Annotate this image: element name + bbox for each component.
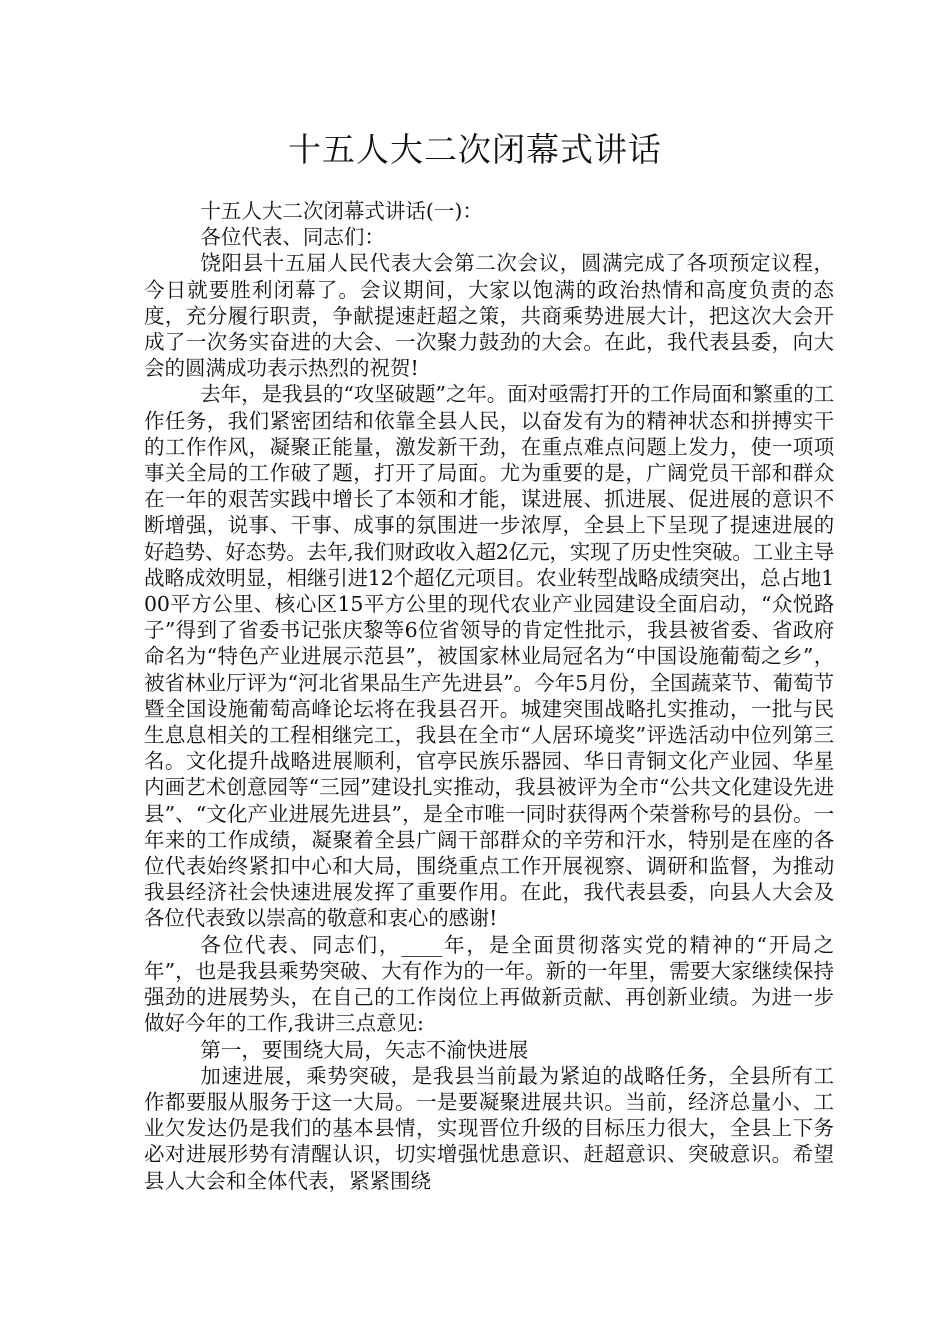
paragraph-last-year-review: 去年，是我县的“攻坚破题”之年。面对亟需打开的工作局面和繁重的工作任务，我们紧密团结和依靠全县人民，以奋发有为的精神状态和拼搏实干的工作作风，凝聚正能量，激发新干劲，在重点难点问题上发力，使一项项事关全局的工作破了题，打开了局面。尤为重要的是，广阔党员干部和群众在一年的艰苦实践中增长了本领和才能，谋进展、抓进展、促进展的意识不断增强，说事、干事、成事的氛围进一步浓厚，全县上下呈现了提速进展的好趋势、好态势。去年,我们财政收入超2亿元，实现了历史性突破。工业主导战略成效明显，相继引进12个超亿元项目。农业转型战略成绩突出，总占地100平方公里、核心区15平方公里的现代农业产业园建设全面启动，“众悦路子”得到了省委书记张庆黎等6位省领导的肯定性批示，我县被省委、省政府命名为“特色产业进展示范县”，被国家林业局冠名为“中国设施葡萄之乡”，被省林业厅评为“河北省果品生产先进县”。今年5月份，全国蔬菜节、葡萄节暨全国设施葡萄高峰论坛将在我县召开。城建突围战略扎实推动，一批与民生息息相关的工程相继完工，我县在全市“人居环境奖”评选活动中位列第三名。文化提升战略进展顺利，官亭民族乐器园、华日青铜文化产业园、华星内画艺术创意园等“三园”建设扎实推动，我县被评为全市“公共文化建设先进县”、“文化产业进展先进县”，是全市唯一同时获得两个荣誉称号的县份。一年来的工作成绩，凝聚着全县广阔干部群众的辛劳和汗水，特别是在座的各位代表始终紧扣中心和大局，围绕重点工作开展视察、调研和监督，为推动我县经济社会快速进展发挥了重要作用。在此，我代表县委，向县人大会及各位代表致以崇高的敬意和衷心的感谢! xyxy=(144,382,834,931)
paragraph-point-one-heading: 第一，要围绕大局，矢志不渝快进展 xyxy=(200,1037,529,1062)
paragraph-salutation: 各位代表、同志们： xyxy=(200,225,385,250)
paragraph-heading: 十五人大二次闭幕式讲话(一)： xyxy=(200,199,483,223)
paragraph-new-year: 各位代表、同志们，____年，是全面贯彻落实党的精神的“开局之年”，也是我县乘势突破、大有作为的一年。新的一年里，需要大家继续保持强劲的进展势头，在自己的工作岗位上再做新贡献、再创新业绩。为进一步做好今年的工作,我讲三点意见: xyxy=(144,932,834,1036)
document-title: 十五人大二次闭幕式讲话 xyxy=(288,130,662,169)
document-body xyxy=(144,198,834,1194)
paragraph-opening: 饶阳县十五届人民代表大会第二次会议，圆满完成了各项预定议程，今日就要胜利闭幕了。会议期间，大家以饱满的政治热情和高度负责的态度，充分履行职责，争献提速赶超之策，共商乘势进展大计，把这次大会开成了一次务实奋进的大会、一次聚力鼓劲的大会。在此，我代表县委，向大会的圆满成功表示热烈的祝贺! xyxy=(144,251,834,381)
paragraph-point-one-body: 加速进展，乘势突破，是我县当前最为紧迫的战略任务，全县所有工作都要服从服务于这一大局。一是要凝聚进展共识。当前，经济总量小、工业欠发达仍是我们的基本县情，实现晋位升级的目标压力很大，全县上下务必对进展形势有清醒认识，切实增强忧患意识、赶超意识、突破意识。希望县人大会和全体代表，紧紧围绕 xyxy=(144,1063,834,1193)
